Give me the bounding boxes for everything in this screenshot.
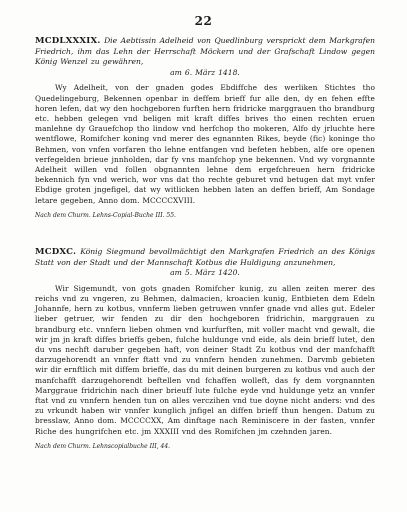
document-entry-1489 xyxy=(35,36,375,220)
document-summary: König Siegmund bevollmächtigt den Markgrafen Friedrich an des Königs Statt von der Stadt und der Mannschaft Kotbus die Huldigung anzunehmen, xyxy=(35,247,376,267)
document-entry-1490 xyxy=(35,247,375,451)
source-note: Nach dem Churm. Lehns-Copial-Buche III. 55. xyxy=(35,211,176,219)
document-summary: Die Aebtissin Adelheid von Quedlinburg versprickt dem Markgrafen Friedrich, ihm das Lehn der Herrschaft Möckern und der Grafschaft Lindow gegen König Wenzel zu gewähren, xyxy=(35,36,376,67)
document-date: am 5. März 1420. xyxy=(170,268,240,278)
document-body: Wy Adelheit, von der gnaden godes Ebdiffche des werliken Stichtes tho Quedelingeburg, Bekennen openbar in deffem brieff fur alle den, dy en fehen effte horen lefen, dat wy den hochgeboren furften hern fridricke marggrauen tho brandburg etc. hebben gelegen vnd beligen mit kraft diffes brives tho einen rechten eruen manlehne dy Grauefchop tho lindow vnd herfchop tho mokeren, Alfo dy jrluchte here wentflowe, Romifcher koning vnd merer des egnannten Rikes, beyde (fic) koninge tho Behmen, von vnfen vorfaren tho lehne entfangen vnd befeten hebben, alfe ore openen verfegelden brieue jnnholden, dar fy vns manfchop yne bekennen. Vnd wy vorgnannte Adelheit willen vnd follen obgnannten lehne dem ergefchreuen hern fridricke bekennich fyn vnd werich, wor vns dat tho rechte geburet vnd betugen dat myt vnfer Ebdige groten jngefigel, dat wy witlicken hebben laten an deffen brieff, Am Sondage letare gegeben, Anno dom. MCCCCXVIII. xyxy=(35,83,375,205)
page-number: 22 xyxy=(194,14,213,28)
document-number: MCDLXXXIX. xyxy=(35,36,101,46)
source-note: Nach dem Churm. Lehnscopialbuche III, 44. xyxy=(35,442,171,450)
document-heading xyxy=(35,36,375,78)
document-number: MCDXC. xyxy=(35,247,77,257)
document-body: Wir Sigemundt, von gots gnaden Romifcher kunig, zu allen zeiten merer des reichs vnd zu vngeren, zu Behmen, dalmacien, kroacien kunig, Entbieten dem Edeln Johannfe, hern zu kotbus, vnnferm lieben getruwen vnnfer gnade vnd alles gut. Edeler lieber getruer, wir fenden zu dir den hochgeboren fridrichin, marggrauen zu brandburg etc. vnnfern lieben ohmen vnd kurfurften, mit voller macht vnd gewalt, die wir jm jn kraft diffes brieffs geben, fulche huldunge vnd eide, als dein brieff lutet, den du vns nechft daruber gegeben haft, von deiner Stadt Zu kotbus vnd der manfchafft darzugehorendt an vnnfer ftatt vnd zu vnnfern henden zunehmen. Darvmb gebieten wir dir ernftlich mit diffem brieffe, das du mit deinen burgeren zu kotbus vnd auch der manfchafft darzugehorendt beftellen vnd fchaffen wolleft, das fy dem vorgnannten Marggraue fridrichin nach diner brieuff lute fulche eyde vnd huldunge yetz an vnnfer ftat vnd zu vnnfern henden tun on alles verczihen vnd tue doyne nicht anders: vnd des zu vrkundt haben wir vnnfer kunglich jnfigel an diffen brieff thun hengen. Datum zu bresslaw, Anno dom. MCCCCXX, Am dinftage nach Reminiscere in der fasten, vnnfer Riche des hungrifchen etc. jm XXXIII vnd des Romifchen jm czehnden jaren. xyxy=(35,283,375,436)
document-heading xyxy=(35,247,375,279)
document-date: am 6. März 1418. xyxy=(170,67,240,77)
